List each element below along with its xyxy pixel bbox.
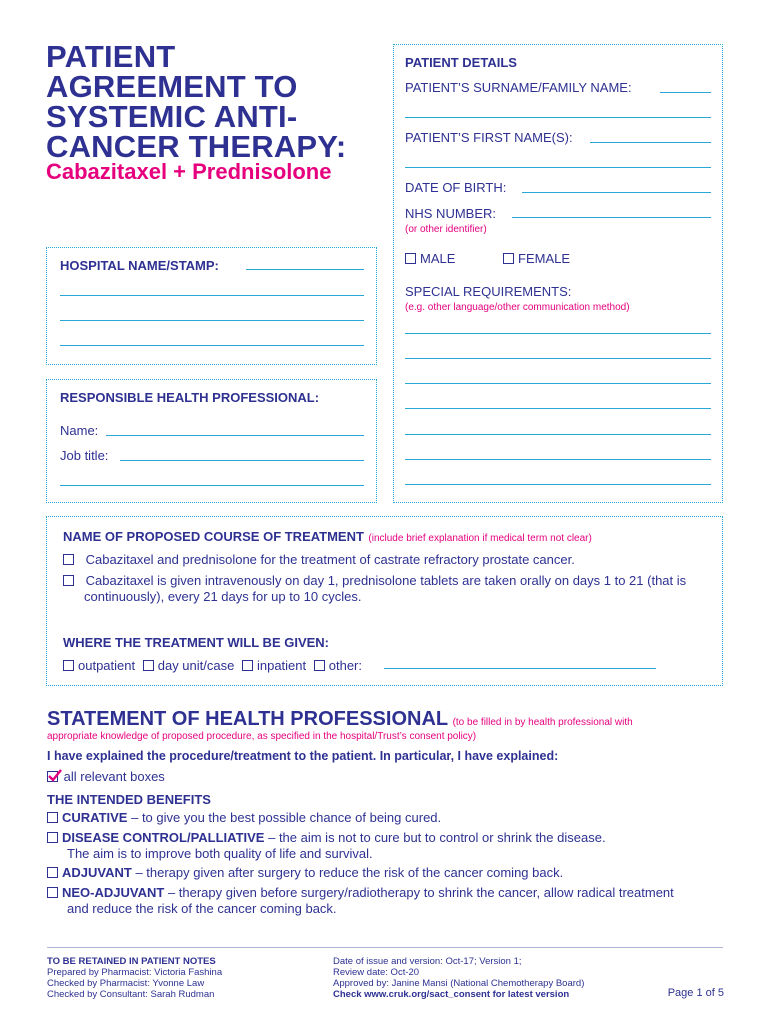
day-unit-label: day unit/case [157, 658, 235, 673]
benefit-term: DISEASE CONTROL/PALLIATIVE [62, 830, 265, 845]
where-outpatient[interactable] [63, 658, 135, 673]
retain-note: TO BE RETAINED IN PATIENT NOTES [47, 956, 216, 967]
drug-subtitle: Cabazitaxel + Prednisolone [46, 159, 332, 184]
dob-field[interactable] [522, 192, 711, 193]
dob-label: DATE OF BIRTH: [405, 180, 507, 195]
special-requirements-label: SPECIAL REQUIREMENTS: [405, 284, 572, 299]
approved-by: Approved by: Janine Mansi (National Chemotherapy Board) [333, 978, 585, 989]
check-icon [48, 769, 62, 782]
job-title-field[interactable] [120, 460, 364, 461]
patient-details-heading: PATIENT DETAILS [405, 55, 517, 70]
male-checkbox[interactable] [405, 253, 416, 264]
footer-middle [333, 956, 584, 1000]
benefit-item[interactable] [47, 885, 674, 900]
statement-heading-text: STATEMENT OF HEALTH PROFESSIONAL [47, 708, 449, 730]
benefit-continuation: and reduce the risk of the cancer coming back. [67, 901, 337, 916]
benefit-term: ADJUVANT [62, 865, 132, 880]
special-requirements-field[interactable] [405, 358, 711, 359]
nhs-number-label: NHS NUMBER: [405, 206, 497, 221]
review-date: Review date: Oct-20 [333, 967, 420, 978]
all-boxes-note [47, 769, 165, 784]
female-label: FEMALE [518, 251, 571, 266]
treatment-2-label: Cabazitaxel is given intravenously on day 1, prednisolone tablets are taken orally on days 1 to 21 (that is [85, 573, 687, 588]
inpatient-label: inpatient [256, 658, 307, 673]
treatment-heading-note: (include brief explanation if medical term not clear) [368, 533, 592, 544]
tick-example-checkbox [47, 771, 58, 782]
female-option[interactable] [503, 251, 570, 266]
benefits-heading: THE INTENDED BENEFITS [47, 792, 211, 807]
outpatient-checkbox[interactable] [63, 660, 74, 671]
job-title-label: Job title: [60, 448, 109, 463]
special-requirements-field[interactable] [405, 333, 711, 334]
treatment-2-continuation: continuously), every 21 days for up to 10 cycles. [84, 589, 362, 604]
female-checkbox[interactable] [503, 253, 514, 264]
title-line: SYSTEMIC ANTI- [46, 99, 298, 134]
benefit-desc: – therapy given before surgery/radiotherapy to shrink the cancer, allow radical treatment [164, 885, 674, 900]
responsible-heading: RESPONSIBLE HEALTH PROFESSIONAL: [60, 390, 320, 405]
benefit-checkbox[interactable] [47, 867, 58, 878]
special-requirements-field[interactable] [405, 434, 711, 435]
benefit-checkbox[interactable] [47, 812, 58, 823]
special-requirements-field[interactable] [405, 383, 711, 384]
name-field[interactable] [106, 435, 364, 436]
statement-note: (to be filled in by health professional with [452, 717, 633, 728]
benefit-desc: – to give you the best possible chance of being cured. [127, 810, 442, 825]
issue-date: Date of issue and version: Oct-17; Version 1; [333, 956, 522, 967]
hospital-field[interactable] [246, 269, 364, 270]
outpatient-label: outpatient [78, 658, 136, 673]
job-title-field[interactable] [60, 485, 364, 486]
benefit-item[interactable] [47, 810, 441, 825]
checked-by-consultant: Checked by Consultant: Sarah Rudman [47, 989, 215, 1000]
treatment-heading [63, 528, 592, 546]
other-checkbox[interactable] [314, 660, 325, 671]
where-other[interactable] [314, 658, 362, 673]
treatment-1-checkbox[interactable] [63, 554, 74, 565]
nhs-number-field[interactable] [512, 217, 711, 218]
statement-heading [47, 708, 633, 731]
hospital-field[interactable] [60, 320, 364, 321]
prepared-by: Prepared by Pharmacist: Victoria Fashina [47, 967, 223, 978]
hospital-field[interactable] [60, 295, 364, 296]
all-boxes-label: all relevant boxes [63, 769, 165, 784]
special-requirements-note: (e.g. other language/other communication method) [405, 302, 630, 313]
surname-field[interactable] [660, 92, 711, 93]
first-name-label: PATIENT’S FIRST NAME(S): [405, 130, 573, 145]
title-line: AGREEMENT TO [46, 69, 298, 104]
day-unit-checkbox[interactable] [143, 660, 154, 671]
where-options [63, 658, 362, 673]
special-requirements-field[interactable] [405, 484, 711, 485]
surname-field[interactable] [405, 117, 711, 118]
benefit-term: CURATIVE [62, 810, 128, 825]
nhs-note: (or other identifier) [405, 224, 487, 235]
benefit-checkbox[interactable] [47, 832, 58, 843]
special-requirements-field[interactable] [405, 408, 711, 409]
benefit-desc: – therapy given after surgery to reduce the risk of the cancer coming back. [131, 865, 564, 880]
treatment-2-checkbox[interactable] [63, 575, 74, 586]
benefit-desc: – the aim is not to cure but to control or shrink the disease. [264, 830, 606, 845]
where-inpatient[interactable] [242, 658, 306, 673]
title-line: CANCER THERAPY: [46, 129, 347, 164]
title-line: PATIENT [46, 39, 176, 74]
checked-by-pharmacist: Checked by Pharmacist: Yvonne Law [47, 978, 205, 989]
hospital-field[interactable] [60, 345, 364, 346]
footer-divider [47, 947, 723, 948]
other-location-field[interactable] [384, 668, 656, 669]
surname-label: PATIENT’S SURNAME/FAMILY NAME: [405, 80, 632, 95]
treatment-option-2[interactable] [63, 573, 686, 588]
where-day-unit[interactable] [143, 658, 235, 673]
where-heading: WHERE THE TREATMENT WILL BE GIVEN: [63, 635, 330, 650]
inpatient-checkbox[interactable] [242, 660, 253, 671]
hospital-label: HOSPITAL NAME/STAMP: [60, 258, 219, 273]
male-label: MALE [420, 251, 456, 266]
page-number: Page 1 of 5 [667, 987, 724, 999]
page-title [46, 39, 347, 164]
male-option[interactable] [405, 251, 455, 266]
benefit-item[interactable] [47, 830, 606, 845]
statement-note-continuation: appropriate knowledge of proposed procedure, as specified in the hospital/Trust’s consent policy) [47, 731, 477, 742]
benefit-checkbox[interactable] [47, 887, 58, 898]
name-label: Name: [60, 423, 99, 438]
benefit-item[interactable] [47, 865, 563, 880]
first-name-field[interactable] [590, 142, 711, 143]
benefit-term: NEO-ADJUVANT [62, 885, 165, 900]
benefit-continuation: The aim is to improve both quality of life and survival. [67, 846, 373, 861]
special-requirements-field[interactable] [405, 459, 711, 460]
treatment-1-label: Cabazitaxel and prednisolone for the treatment of castrate refractory prostate cancer. [85, 552, 575, 567]
treatment-option-1[interactable] [63, 552, 575, 567]
treatment-heading-text: NAME OF PROPOSED COURSE OF TREATMENT [63, 529, 364, 544]
footer-left [47, 956, 222, 1000]
first-name-field[interactable] [405, 167, 711, 168]
other-label: other: [328, 658, 362, 673]
explained-statement: I have explained the procedure/treatment to the patient. In particular, I have explained: [47, 749, 559, 763]
latest-version-link[interactable]: Check www.cruk.org/sact_consent for latest version [333, 989, 570, 1000]
